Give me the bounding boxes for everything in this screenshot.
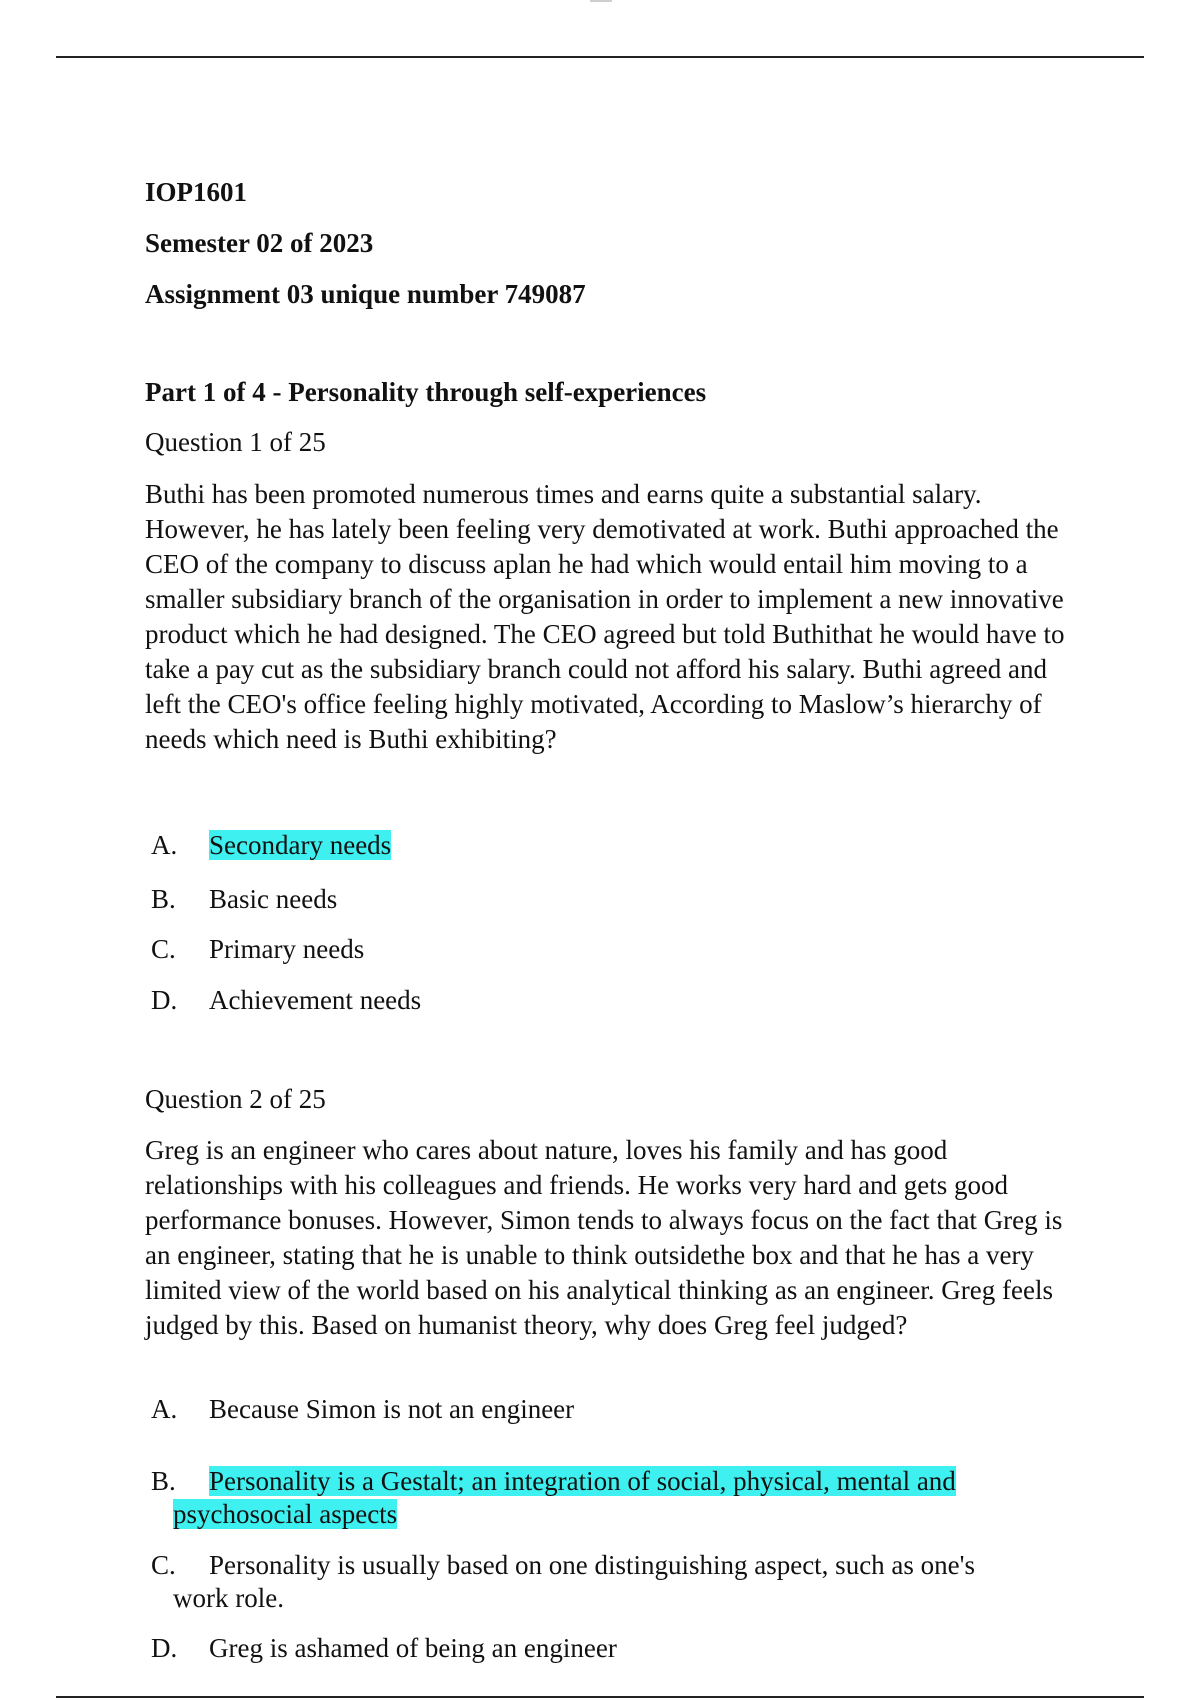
- option-text: Personality is usually based on one distinguishing aspect, such as one's: [209, 1550, 976, 1580]
- option-text: Primary needs: [209, 934, 365, 964]
- option-text-highlighted: Personality is a Gestalt; an integration of social, physical, mental and: [209, 1466, 956, 1496]
- part-title: Part 1 of 4 - Personality through self-experiences: [145, 377, 707, 407]
- option-text-highlighted: Secondary needs: [209, 830, 392, 860]
- question-2-option-d: [151, 1632, 617, 1665]
- option-text: Achievement needs: [209, 985, 422, 1015]
- option-text-continued: work role.: [173, 1583, 284, 1613]
- option-letter: A.: [151, 1394, 178, 1424]
- question-1-option-d: [151, 984, 421, 1017]
- course-code: IOP1601: [145, 177, 248, 207]
- question-1-option-a: [151, 829, 391, 862]
- question-1-option-c: [151, 933, 364, 966]
- question-1-number: Question 1 of 25: [145, 427, 326, 457]
- question-2-option-a: [151, 1393, 574, 1426]
- option-letter: A.: [151, 830, 178, 860]
- question-2-option-b: [151, 1465, 1071, 1531]
- assignment-line: Assignment 03 unique number 749087: [145, 279, 586, 309]
- option-letter: D.: [151, 985, 178, 1015]
- option-text: Because Simon is not an engineer: [209, 1394, 575, 1424]
- header-rule: [56, 56, 1144, 58]
- option-letter: B.: [151, 1466, 176, 1496]
- option-letter: C.: [151, 934, 176, 964]
- question-1-text: Buthi has been promoted numerous times and earns quite a substantial salary. However, he has lately been feeling very demotivated at work. Buthi approached the CEO of the company to discuss aplan he had which would entail him moving to a smaller subsidiary branch of the organisation in order to implement a new innovative product which he had designed. The CEO agreed but told Buthithat he would have to take a pay cut as the subsidiary branch could not afford his salary. Buthi agreed and left the CEO's office feeling highly motivated, According to Maslow’s hierarchy of needs which need is Buthi exhibiting?: [145, 479, 1065, 754]
- page-top-mark: [590, 0, 612, 2]
- option-text: Greg is ashamed of being an engineer: [209, 1633, 617, 1663]
- option-letter: D.: [151, 1633, 178, 1663]
- question-2-text: Greg is an engineer who cares about nature, loves his family and has good relationships with his colleagues and friends. He works very hard and gets good performance bonuses. However, Simon tends to always focus on the fact that Greg is an engineer, stating that he is unable to think outsidethe box and that he has a very limited view of the world based on his analytical thinking as an engineer. Greg feels judged by this. Based on humanist theory, why does Greg feel judged?: [145, 1135, 1063, 1340]
- question-2-number: Question 2 of 25: [145, 1084, 326, 1114]
- footer-rule: [56, 1696, 1144, 1698]
- option-text-highlighted-continued: psychosocial aspects: [173, 1499, 398, 1529]
- option-letter: C.: [151, 1550, 176, 1580]
- option-text: Basic needs: [209, 884, 338, 914]
- question-2-option-c: [151, 1549, 1071, 1615]
- question-1-option-b: [151, 883, 337, 916]
- semester-line: Semester 02 of 2023: [145, 228, 374, 258]
- option-letter: B.: [151, 884, 176, 914]
